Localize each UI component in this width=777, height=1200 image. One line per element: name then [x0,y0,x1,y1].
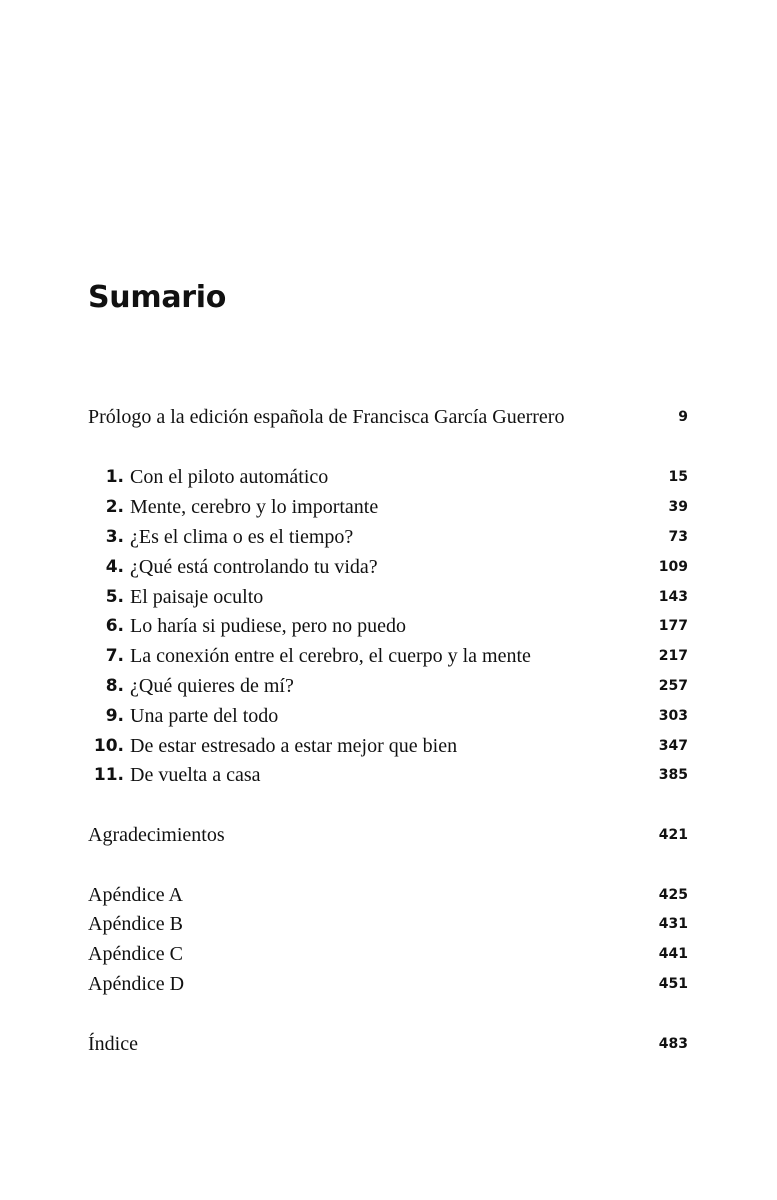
toc-entry-index [88,1029,688,1059]
toc-entry-label: Prólogo a la edición española de Francisca García Guerrero [88,405,565,428]
toc-entry-page: 451 [658,976,688,992]
toc-entry-chapter-6 [88,611,688,641]
toc-entry-chapter-3 [88,522,688,552]
toc-entry-label: Apéndice A [88,883,183,906]
chapter-number: 2. [105,497,124,517]
toc-entry-page: 15 [668,469,688,485]
toc-entry-page: 441 [658,946,688,962]
toc-entry-page: 483 [658,1036,688,1052]
toc-entry-label: Índice [88,1032,138,1055]
chapter-number: 11. [93,765,124,785]
toc-entry-label: Una parte del todo [130,704,279,727]
toc-entry-chapter-9 [88,701,688,731]
toc-entry-page: 73 [668,529,688,545]
toc-entry-label: La conexión entre el cerebro, el cuerpo y la mente [130,644,531,667]
toc-entry-label: Mente, cerebro y lo importante [130,495,379,518]
toc-entry-label: ¿Qué está controlando tu vida? [130,555,378,578]
toc-entry-chapter-1 [88,462,688,492]
toc-entry-page: 217 [658,648,688,664]
chapter-number: 10. [93,736,124,756]
toc-entry-label: El paisaje oculto [130,585,264,608]
toc-entry-page: 431 [658,916,688,932]
toc-entry-label: Apéndice D [88,972,185,995]
toc-entry-chapter-5 [88,582,688,612]
toc-entry-appendix-c [88,939,688,969]
toc-entry-appendix-b [88,909,688,939]
toc-entry-page: 385 [658,767,688,783]
toc-entry-chapter-10 [88,731,688,761]
toc-entry-label: De estar estresado a estar mejor que bien [130,734,458,757]
toc-entry-page: 109 [658,559,688,575]
page-title: Sumario [88,280,227,315]
toc-entry-page: 9 [678,409,688,425]
toc-entry-acknowledgements [88,820,688,850]
chapter-number: 9. [105,706,124,726]
toc-entry-label: Apéndice B [88,912,183,935]
toc-entry-label: De vuelta a casa [130,763,261,786]
toc-entry-page: 421 [658,827,688,843]
toc-entry-page: 39 [668,499,688,515]
chapter-number: 5. [105,587,124,607]
toc-entry-label: ¿Es el clima o es el tiempo? [130,525,354,548]
toc-entry-page: 143 [658,589,688,605]
toc-entry-chapter-7 [88,641,688,671]
toc-entry-page: 303 [658,708,688,724]
toc-entry-label: Apéndice C [88,942,183,965]
toc-entry-label: Lo haría si pudiese, pero no puedo [130,614,407,637]
chapter-number: 3. [105,527,124,547]
toc-entry-page: 425 [658,887,688,903]
toc-entry-chapter-2 [88,492,688,522]
toc-entry-page: 347 [658,738,688,754]
chapter-number: 7. [105,646,124,666]
toc-entry-label: Con el piloto automático [130,465,329,488]
toc-entry-page: 257 [658,678,688,694]
toc-entry-chapter-8 [88,671,688,701]
toc-entry-label: ¿Qué quieres de mí? [130,674,294,697]
toc-entry-appendix-d [88,969,688,999]
chapter-number: 8. [105,676,124,696]
toc-entry-page: 177 [658,618,688,634]
chapter-number: 4. [105,557,124,577]
toc-entry-prologue [88,402,688,432]
toc-entry-chapter-4 [88,552,688,582]
toc-entry-chapter-11 [88,760,688,790]
chapter-number: 1. [105,467,124,487]
toc-entry-label: Agradecimientos [88,823,225,846]
chapter-number: 6. [105,616,124,636]
toc-entry-appendix-a [88,880,688,910]
